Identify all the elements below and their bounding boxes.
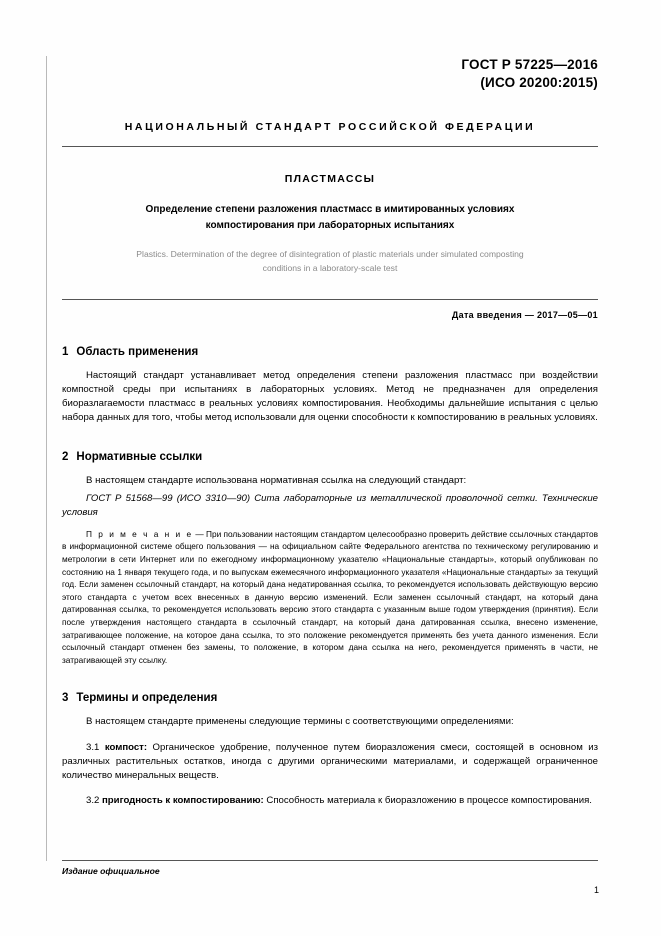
section-heading-1: [62, 346, 598, 358]
footer-divider: [62, 860, 598, 861]
page-footer: [62, 860, 598, 876]
section-2-reference: ГОСТ Р 51568—99 (ИСО 3310—90) Сита лабораторные из металлической проволочной сетки. Технические условия: [62, 492, 598, 518]
section-title-2: Нормативные ссылки: [76, 451, 203, 464]
page-content: [62, 56, 598, 808]
header-divider: [62, 146, 598, 147]
standard-number-block: [62, 56, 598, 92]
document-title-english-line1: Plastics. Determination of the degree of disintegration of plastic materials under simulated composting: [136, 249, 524, 260]
section-number-1: 1: [62, 346, 69, 359]
term-definition-1: Органическое удобрение, полученное путем биоразложения смеси, состоящей в основном из различных растительных остатков, иногда с другими органическими материалами, и содержащей ограниченное количество минеральных веществ.: [62, 741, 599, 781]
page-number: 1: [593, 885, 599, 895]
document-title-english: [62, 248, 598, 275]
section-title-1: Область применения: [76, 346, 199, 359]
document-title-english-line2: conditions in a laboratory-scale test: [262, 262, 398, 273]
term-definition-2: Способность материала к биоразложению в процессе компостирования.: [266, 794, 592, 806]
official-edition-label: Издание официальное: [62, 866, 160, 876]
title-block: [62, 173, 598, 275]
note-text: — При пользовании настоящим стандартом целесообразно проверить действие ссылочных стандартов в информационной системе общего пользования — на официальном сайте Федерального агентства по техническому регулированию и метрологии в сети Интернет или по ежегодному информационному указателю «Национальные стандарты», который опубликован по состоянию на 1 января текущего года, и по выпускам ежемесячного информационного указателя «Национальные стандарты» за текущий год. Если заменен ссылочный стандарт, на который дана недатированная ссылка, то рекомендуется использовать действующую версию этого стандарта с учетом всех внесенных в данную версию изменений. Если заменен ссылочный стандарт, на который дана датированная ссылка, то рекомендуется использовать версию этого стандарта с указанным выше годом утверждения (принятия). Если после утверждения настоящего стандарта в ссылочный стандарт, на который дана датированная ссылка, внесено изменение, затрагивающее положение, на которое дана ссылка, то это положение рекомендуется применять без учета данного изменения. Если ссылочный стандарт отменен без замены, то положение, в котором дана ссылка на него, рекомендуется применять в части, не затрагивающей эту ссылку.: [62, 528, 598, 665]
term-number-1: 3.1: [86, 741, 100, 753]
introduction-date: Дата введения — 2017—05—01: [451, 310, 598, 321]
section-3-paragraph: В настоящем стандарте применены следующие термины с соответствующими определениями:: [86, 716, 514, 728]
term-item-1: [62, 741, 598, 783]
national-standard-caption: НАЦИОНАЛЬНЫЙ СТАНДАРТ РОССИЙСКОЙ ФЕДЕРАЦИИ: [124, 121, 536, 134]
standard-number-line2: (ИСО 20200:2015): [480, 75, 598, 91]
document-subtitle: [62, 202, 598, 233]
section-2-paragraph: В настоящем стандарте использована нормативная ссылка на следующий стандарт:: [86, 475, 467, 487]
document-subtitle-line2: компостирования при лабораторных испытаниях: [205, 219, 455, 231]
section-number-3: 3: [62, 692, 69, 705]
document-subtitle-line1: Определение степени разложения пластмасс в имитированных условиях: [145, 204, 515, 216]
title-divider: [62, 299, 598, 300]
term-name-2: пригодность к компостированию:: [102, 794, 264, 806]
section-heading-3: [62, 692, 598, 704]
section-number-2: 2: [62, 451, 69, 464]
standard-number-line1: ГОСТ Р 57225—2016: [461, 57, 598, 72]
binding-rule: [46, 56, 47, 861]
section-title-3: Термины и определения: [76, 692, 218, 705]
term-item-2: [62, 794, 598, 808]
term-name-1: компост:: [104, 741, 148, 753]
section-heading-2: [62, 451, 598, 463]
section-1-paragraph: Настоящий стандарт устанавливает метод определения степени разложения пластмасс при воздействии компостной среды при испытаниях в лабораторных условиях. Метод не предназначен для определения биоразлагаемости пластмасс в реальных условиях компостирования. Необходимы дальнейшие испытания с целью набора данных для того, чтобы метод использовали для оценки способности к компостированию в реальных условиях.: [62, 370, 598, 424]
note-label: П р и м е ч а н и е: [86, 528, 194, 539]
section-2-note: [62, 528, 598, 667]
term-number-2: 3.2: [86, 794, 100, 806]
document-main-title: ПЛАСТМАССЫ: [284, 173, 376, 186]
